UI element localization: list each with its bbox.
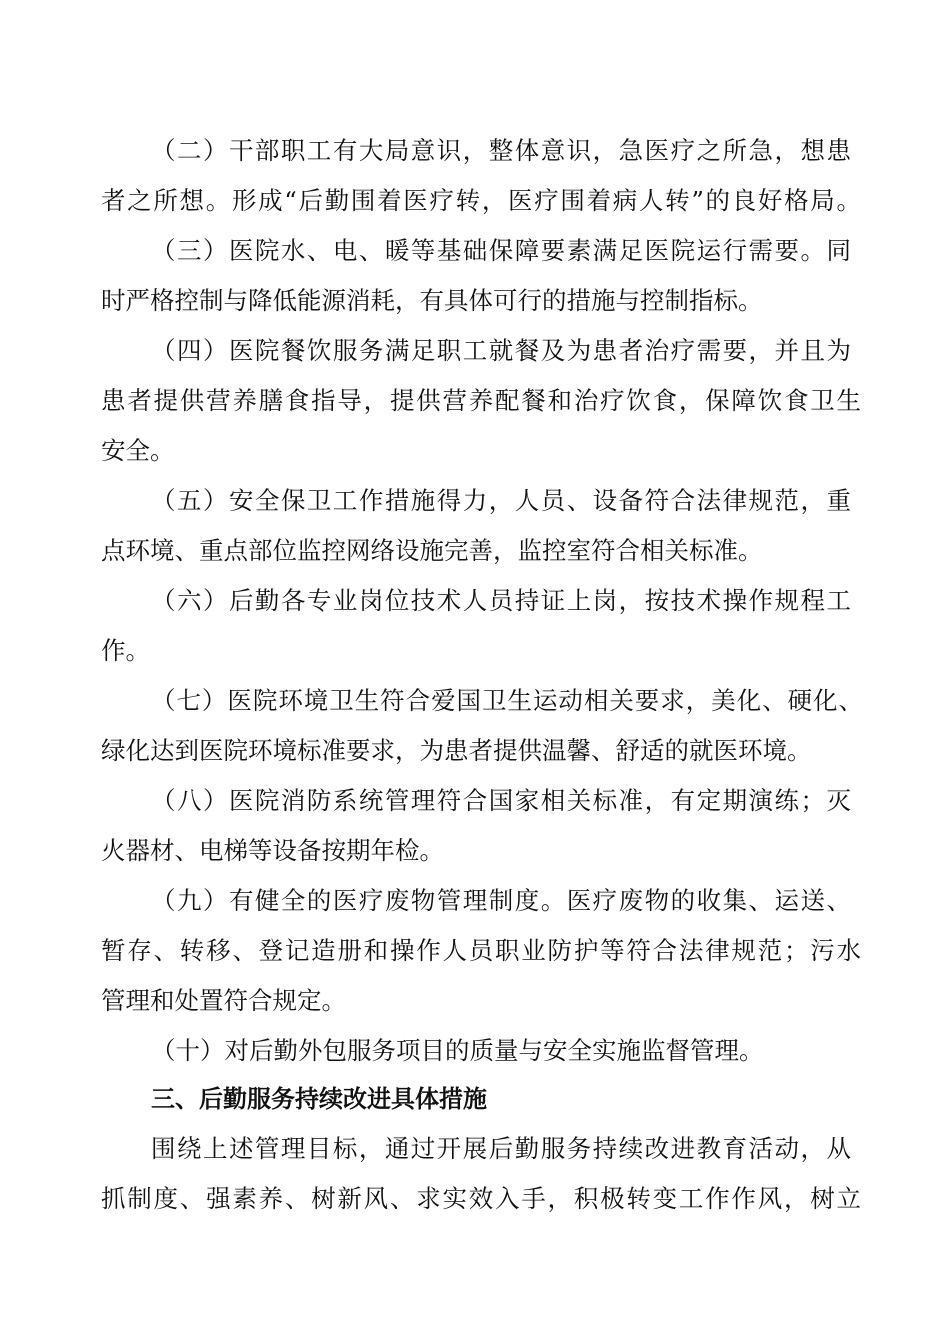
paragraph-line: 火器材、电梯等设备按期年检。 — [101, 836, 444, 865]
paragraph-line: 时严格控制与降低能源消耗，有具体可行的措施与控制指标。 — [101, 286, 763, 315]
paragraph-line: （十）对后勤外包服务项目的质量与安全实施监督管理。 — [151, 1036, 764, 1065]
paragraph-line: 作。 — [101, 636, 150, 665]
paragraph-line: 管理和处置符合规定。 — [101, 986, 346, 1015]
paragraph-line: 围绕上述管理目标，通过开展后勤服务持续改进教育活动，从 — [151, 1134, 851, 1163]
paragraph-line: 者之所想。形成“后勤围着医疗转，医疗围着病人转”的良好格局。 — [101, 186, 861, 215]
paragraph-line: 安全。 — [101, 436, 175, 465]
paragraph-line: （二）干部职工有大局意识，整体意识，急医疗之所急，想患 — [151, 136, 851, 165]
paragraph-line: 点环境、重点部位监控网络设施完善，监控室符合相关标准。 — [101, 536, 763, 565]
paragraph-line: （八）医院消防系统管理符合国家相关标准，有定期演练；灭 — [151, 786, 851, 815]
paragraph-line: 绿化达到医院环境标准要求，为患者提供温馨、舒适的就医环境。 — [101, 736, 812, 765]
paragraph-line: （六）后勤各专业岗位技术人员持证上岗，按技术操作规程工 — [151, 586, 851, 615]
paragraph-line: （七）医院环境卫生符合爱国卫生运动相关要求，美化、硬化、 — [151, 686, 863, 715]
section-heading: 三、后勤服务持续改进具体措施 — [151, 1085, 487, 1113]
paragraph-line: （九）有健全的医疗废物管理制度。医疗废物的收集、运送、 — [151, 886, 851, 915]
paragraph-line: 抓制度、强素养、树新风、求实效入手，积极转变工作作风，树立 — [101, 1184, 861, 1213]
paragraph-line: （五）安全保卫工作措施得力，人员、设备符合法律规范，重 — [151, 486, 851, 515]
paragraph-line: （四）医院餐饮服务满足职工就餐及为患者治疗需要，并且为 — [151, 336, 851, 365]
paragraph-line: （三）医院水、电、暖等基础保障要素满足医院运行需要。同 — [151, 236, 851, 265]
paragraph-line: 暂存、转移、登记造册和操作人员职业防护等符合法律规范；污水 — [101, 936, 861, 965]
paragraph-line: 患者提供营养膳食指导，提供营养配餐和治疗饮食，保障饮食卫生 — [101, 386, 861, 415]
